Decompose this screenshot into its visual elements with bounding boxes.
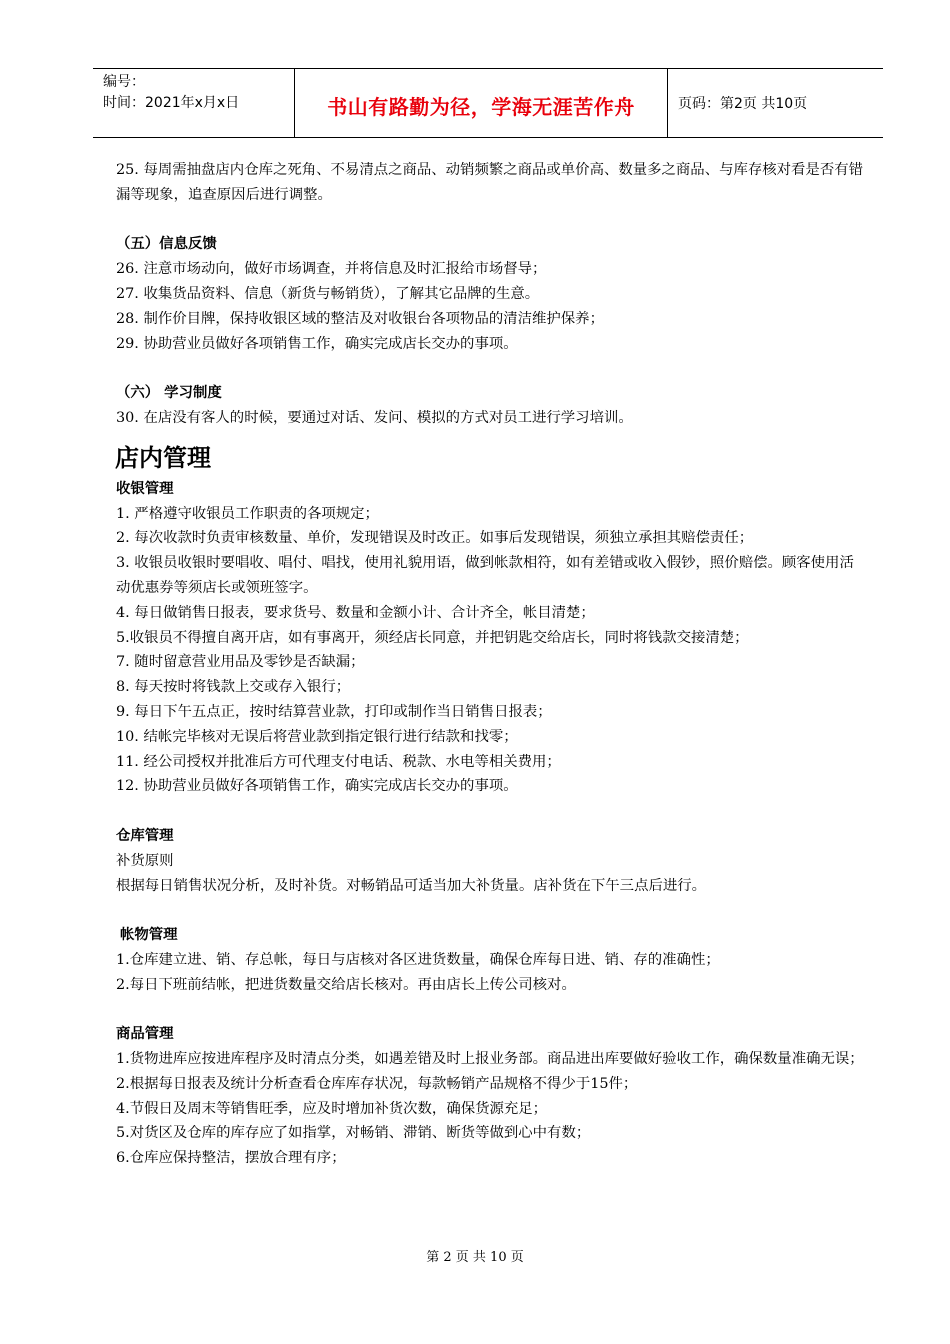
- doc-number: 编号：: [103, 74, 145, 90]
- goods-item-4: 4.节假日及周末等销售旺季，应及时增加补货次数，确保货源充足；: [116, 1100, 548, 1117]
- cashier-item-2: 2. 每次收款时负责审核数量、单价，发现错误及时改正。如事后发现错误，须独立承担其赔偿责任；: [116, 530, 754, 547]
- cashier-item-11: 11. 经公司授权并批准后方可代理支付电话、税款、水电等相关费用；: [116, 753, 561, 770]
- goods-item-2: 2.根据每日报表及统计分析查看仓库库存状况，每款畅销产品规格不得少于15件；: [116, 1075, 638, 1092]
- cashier-management-title: 收银管理: [116, 480, 174, 497]
- header-page-number: 页码：第2页 共10页: [678, 96, 808, 112]
- cashier-item-4: 4. 每日做销售日报表，要求货号、数量和金额小计、合计齐全，帐目清楚；: [116, 604, 595, 621]
- warehouse-management-title: 仓库管理: [116, 827, 174, 844]
- cashier-item-10: 10. 结帐完毕核对无误后将营业款到指定银行进行结款和找零；: [116, 728, 518, 745]
- goods-management-title: 商品管理: [116, 1026, 174, 1043]
- paragraph-26: 26. 注意市场动向，做好市场调查，并将信息及时汇报给市场督导；: [116, 261, 547, 278]
- accounts-item-1: 1.仓库建立进、销、存总帐，每日与店核对各区进货数量，确保仓库每日进、销、存的准确性；: [116, 951, 720, 968]
- goods-item-6: 6.仓库应保持整洁，摆放合理有序；: [116, 1150, 346, 1167]
- section-5-title: （五）信息反馈: [116, 236, 217, 253]
- paragraph-30: 30. 在店没有客人的时候，要通过对话、发问、模拟的方式对员工进行学习培训。: [116, 409, 633, 426]
- goods-item-5: 5.对货区及仓库的库存应了如指掌，对畅销、滞销、断货等做到心中有数；: [116, 1125, 591, 1142]
- document-header: [93, 68, 883, 138]
- accounts-item-2: 2.每日下班前结帐，把进货数量交给店长核对。再由店长上传公司核对。: [116, 976, 576, 993]
- replenishment-principle-label: 补货原则: [116, 852, 174, 869]
- replenishment-principle-text: 根据每日销售状况分析，及时补货。对畅销品可适当加大补货量。店补货在下午三点后进行。: [116, 877, 707, 894]
- document-body: [116, 158, 866, 1171]
- cashier-item-8: 8. 每天按时将钱款上交或存入银行；: [116, 679, 351, 696]
- paragraph-28: 28. 制作价目牌，保持收银区域的整洁及对收银台各项物品的清洁维护保养；: [116, 310, 604, 327]
- cashier-item-3: 3. 收银员收银时要唱收、唱付、唱找，使用礼貌用语，做到帐款相符，如有差错或收入假钞，照价赔偿。顾客使用活动优惠券等须店长或领班签字。: [116, 555, 854, 596]
- doc-time: 时间：2021年x月x日: [103, 95, 240, 111]
- cashier-item-9: 9. 每日下午五点正，按时结算营业款，打印或制作当日销售日报表；: [116, 703, 552, 720]
- cashier-item-12: 12. 协助营业员做好各项销售工作，确实完成店长交办的事项。: [116, 778, 518, 795]
- cashier-item-5: 5.收银员不得擅自离开店，如有事离开，须经店长同意，并把钥匙交给店长，同时将钱款交接清楚；: [116, 629, 749, 646]
- header-motto-cell: [295, 69, 668, 137]
- cashier-item-7: 7. 随时留意营业用品及零钞是否缺漏；: [116, 654, 365, 671]
- header-info-cell: [93, 69, 295, 137]
- motto: 书山有路勤为径，学海无涯苦作舟: [327, 95, 635, 119]
- paragraph-27: 27. 收集货品资料、信息（新货与畅销货），了解其它品牌的生意。: [116, 285, 540, 302]
- goods-item-1: 1.货物进库应按进库程序及时清点分类，如遇差错及时上报业务部。商品进出库要做好验收工作，确保数量准确无误；: [116, 1051, 864, 1068]
- section-6-title: （六） 学习制度: [116, 385, 222, 402]
- page-footer: 第 2 页 共 10 页: [426, 1250, 524, 1265]
- header-page-cell: [668, 69, 883, 137]
- accounts-management-title: 帐物管理: [120, 927, 178, 944]
- cashier-item-1: 1. 严格遵守收银员工作职责的各项规定；: [116, 505, 379, 522]
- paragraph-25: 25. 每周需抽盘店内仓库之死角、不易清点之商品、动销频繁之商品或单价高、数量多之商品、与库存核对看是否有错漏等现象，追查原因后进行调整。: [116, 162, 863, 203]
- paragraph-29: 29. 协助营业员做好各项销售工作，确实完成店长交办的事项。: [116, 335, 518, 352]
- store-management-heading: 店内管理: [115, 443, 211, 472]
